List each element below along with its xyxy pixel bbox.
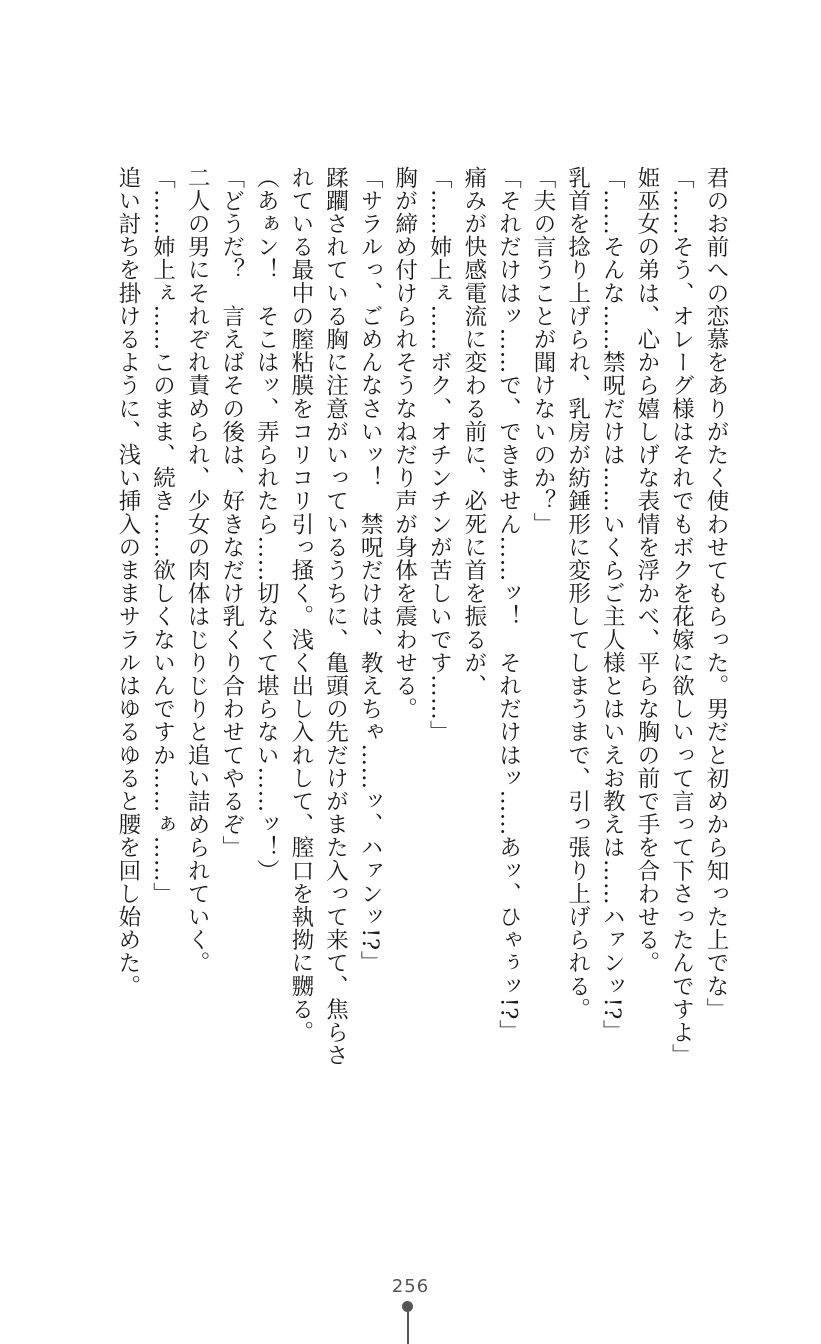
text-line: 「……そんな……禁呪だけは……いくらご主人様とはいえお教えは……ハァンッ!?」 [599,166,626,1044]
text-line: 「……姉上ぇ……ボク、オチンチンが苦しいです……」 [426,166,453,744]
text-line: 追い討ちを掛けるように、浅い挿入のままサラルはゆるゆると腰を回し始めた。 [114,166,141,998]
text-line: 「夫の言うことが聞けないのか？」 [530,166,557,536]
text-line: 「サラルっ、ごめんなさいッ！ 禁呪だけは、教えちゃ……ッ、ハァンッ!?」 [357,166,384,974]
text-line: 胸が締め付けられそうなねだり声が身体を震わせる。 [391,166,418,721]
text-line: 「……そう、オレーグ様はそれでもボクを花嫁に欲しいって言って下さったんですよ」 [668,166,695,1067]
text-line: 姫巫女の弟は、心から嬉しげな表情を浮かべ、平らな胸の前で手を合わせる。 [633,166,660,975]
text-line: 二人の男にそれぞれ責められ、少女の肉体はじりじりと追い詰められていく。 [184,166,211,975]
page-number: 256 [391,1276,430,1297]
vertical-text-body [110,166,733,1166]
text-line: 君のお前への恋慕をありがたく使わせてもらった。男だと初めから知った上でな」 [703,166,729,1021]
folio-dot-ornament [402,1301,413,1312]
text-line: 「どうだ？ 言えばその後は、好きなだけ乳くり合わせてやるぞ」 [218,166,245,859]
text-line: 「……姉上ぇ……このまま、続き……欲しくないんですか……ぁ……」 [149,166,176,906]
text-line: （あぁン！ そこはッ、弄られたら……切なくて堪らない……ッ！） [253,166,280,883]
folio-line-ornament [407,1312,409,1344]
text-line: 蹂躙されている胸に注意がいっているうちに、亀頭の先だけがまた入って来て、焦らさ [322,166,349,1067]
text-line: 「それだけはッ……で、できません……ッ！ それだけはッ……あッ、ひゃぅッ!?」 [495,166,522,1044]
text-line: 乳首を捻り上げられ、乳房が紡錘形に変形してしまうまで、引っ張り上げられる。 [564,166,591,1021]
text-line: れている最中の膣粘膜をコリコリ引っ掻く。浅く出し入れして、膣口を執拗に嬲る。 [287,166,314,1044]
text-line: 痛みが快感電流に変わる前に、必死に首を振るが、 [460,166,487,698]
